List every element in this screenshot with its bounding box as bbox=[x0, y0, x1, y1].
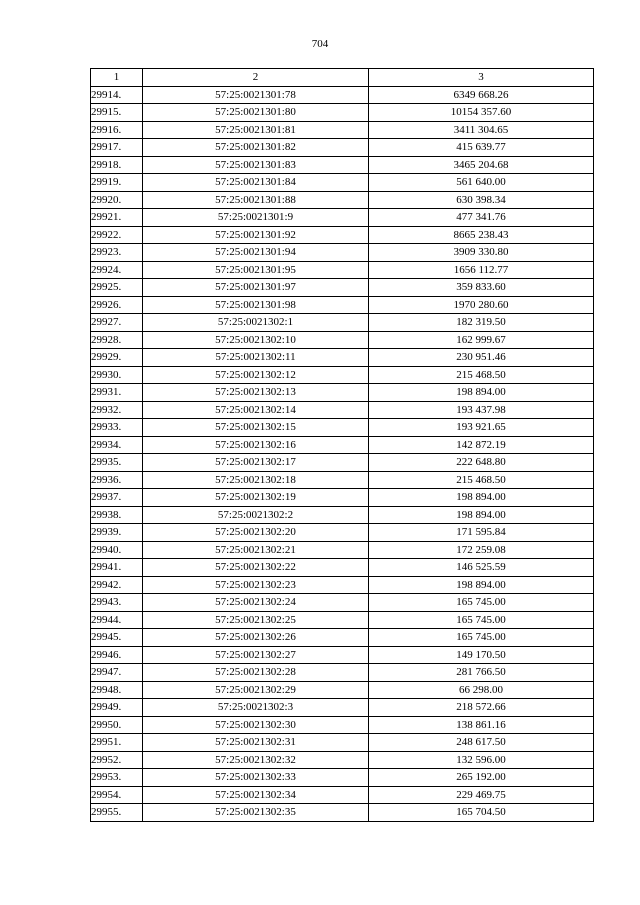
table-row bbox=[91, 664, 594, 682]
cadastral-number-cell: 57:25:0021301:83 bbox=[143, 156, 369, 174]
header-row bbox=[91, 69, 594, 87]
value-cell: 477 341.76 bbox=[369, 209, 594, 227]
cadastral-number-cell: 57:25:0021302:26 bbox=[143, 629, 369, 647]
cadastral-number-cell: 57:25:0021301:80 bbox=[143, 104, 369, 122]
row-number-cell: 29921. bbox=[91, 209, 143, 227]
table-row bbox=[91, 331, 594, 349]
table-row bbox=[91, 296, 594, 314]
cadastral-number-cell: 57:25:0021302:31 bbox=[143, 734, 369, 752]
row-number-cell: 29937. bbox=[91, 489, 143, 507]
row-number-cell: 29945. bbox=[91, 629, 143, 647]
value-cell: 1970 280.60 bbox=[369, 296, 594, 314]
value-cell: 229 469.75 bbox=[369, 786, 594, 804]
table-row bbox=[91, 384, 594, 402]
value-cell: 165 745.00 bbox=[369, 611, 594, 629]
value-cell: 182 319.50 bbox=[369, 314, 594, 332]
value-cell: 142 872.19 bbox=[369, 436, 594, 454]
cadastral-number-cell: 57:25:0021302:19 bbox=[143, 489, 369, 507]
table-row bbox=[91, 279, 594, 297]
cadastral-number-cell: 57:25:0021301:84 bbox=[143, 174, 369, 192]
value-cell: 215 468.50 bbox=[369, 366, 594, 384]
cadastral-number-cell: 57:25:0021302:35 bbox=[143, 804, 369, 822]
cadastral-number-cell: 57:25:0021302:27 bbox=[143, 646, 369, 664]
table-row bbox=[91, 734, 594, 752]
row-number-cell: 29919. bbox=[91, 174, 143, 192]
table-row bbox=[91, 559, 594, 577]
table-row bbox=[91, 436, 594, 454]
row-number-cell: 29930. bbox=[91, 366, 143, 384]
table-row bbox=[91, 506, 594, 524]
cadastral-number-cell: 57:25:0021301:94 bbox=[143, 244, 369, 262]
row-number-cell: 29925. bbox=[91, 279, 143, 297]
value-cell: 561 640.00 bbox=[369, 174, 594, 192]
cadastral-number-cell: 57:25:0021302:15 bbox=[143, 419, 369, 437]
cadastral-number-cell: 57:25:0021302:22 bbox=[143, 559, 369, 577]
value-cell: 165 704.50 bbox=[369, 804, 594, 822]
value-cell: 198 894.00 bbox=[369, 576, 594, 594]
value-cell: 172 259.08 bbox=[369, 541, 594, 559]
value-cell: 193 437.98 bbox=[369, 401, 594, 419]
row-number-cell: 29935. bbox=[91, 454, 143, 472]
cadastral-number-cell: 57:25:0021301:97 bbox=[143, 279, 369, 297]
value-cell: 3909 330.80 bbox=[369, 244, 594, 262]
table-row bbox=[91, 594, 594, 612]
value-cell: 248 617.50 bbox=[369, 734, 594, 752]
table-row bbox=[91, 174, 594, 192]
row-number-cell: 29924. bbox=[91, 261, 143, 279]
cadastral-number-cell: 57:25:0021302:3 bbox=[143, 699, 369, 717]
value-cell: 132 596.00 bbox=[369, 751, 594, 769]
row-number-cell: 29954. bbox=[91, 786, 143, 804]
table-row bbox=[91, 699, 594, 717]
row-number-cell: 29953. bbox=[91, 769, 143, 787]
table-row bbox=[91, 646, 594, 664]
value-cell: 146 525.59 bbox=[369, 559, 594, 577]
table-row bbox=[91, 804, 594, 822]
table-row bbox=[91, 786, 594, 804]
cadastral-number-cell: 57:25:0021302:20 bbox=[143, 524, 369, 542]
table-row bbox=[91, 261, 594, 279]
table-row bbox=[91, 751, 594, 769]
value-cell: 215 468.50 bbox=[369, 471, 594, 489]
cadastral-number-cell: 57:25:0021302:17 bbox=[143, 454, 369, 472]
value-cell: 198 894.00 bbox=[369, 384, 594, 402]
cadastral-number-cell: 57:25:0021302:2 bbox=[143, 506, 369, 524]
value-cell: 198 894.00 bbox=[369, 489, 594, 507]
table-row bbox=[91, 576, 594, 594]
table-row bbox=[91, 541, 594, 559]
table-row bbox=[91, 349, 594, 367]
table-row bbox=[91, 209, 594, 227]
value-cell: 162 999.67 bbox=[369, 331, 594, 349]
cadastral-number-cell: 57:25:0021302:13 bbox=[143, 384, 369, 402]
value-cell: 198 894.00 bbox=[369, 506, 594, 524]
table-row bbox=[91, 489, 594, 507]
cadastral-number-cell: 57:25:0021302:23 bbox=[143, 576, 369, 594]
cadastral-number-cell: 57:25:0021302:16 bbox=[143, 436, 369, 454]
row-number-cell: 29931. bbox=[91, 384, 143, 402]
row-number-cell: 29941. bbox=[91, 559, 143, 577]
cadastral-number-cell: 57:25:0021302:30 bbox=[143, 716, 369, 734]
row-number-cell: 29949. bbox=[91, 699, 143, 717]
cadastral-number-cell: 57:25:0021302:10 bbox=[143, 331, 369, 349]
value-cell: 165 745.00 bbox=[369, 629, 594, 647]
value-cell: 218 572.66 bbox=[369, 699, 594, 717]
table-row bbox=[91, 366, 594, 384]
table-body bbox=[91, 86, 594, 821]
table-row bbox=[91, 226, 594, 244]
cadastral-number-cell: 57:25:0021302:11 bbox=[143, 349, 369, 367]
column-header-cadastral-number: 2 bbox=[143, 69, 369, 87]
cadastral-number-cell: 57:25:0021302:28 bbox=[143, 664, 369, 682]
table-row bbox=[91, 769, 594, 787]
row-number-cell: 29922. bbox=[91, 226, 143, 244]
table-row bbox=[91, 629, 594, 647]
cadastral-number-cell: 57:25:0021301:95 bbox=[143, 261, 369, 279]
cadastral-number-cell: 57:25:0021302:14 bbox=[143, 401, 369, 419]
cadastral-number-cell: 57:25:0021302:33 bbox=[143, 769, 369, 787]
value-cell: 193 921.65 bbox=[369, 419, 594, 437]
table-row bbox=[91, 244, 594, 262]
cadastral-value-table bbox=[90, 68, 594, 822]
cadastral-number-cell: 57:25:0021302:18 bbox=[143, 471, 369, 489]
table-row bbox=[91, 611, 594, 629]
row-number-cell: 29943. bbox=[91, 594, 143, 612]
table-row bbox=[91, 314, 594, 332]
table-row bbox=[91, 401, 594, 419]
row-number-cell: 29942. bbox=[91, 576, 143, 594]
row-number-cell: 29946. bbox=[91, 646, 143, 664]
cadastral-number-cell: 57:25:0021302:32 bbox=[143, 751, 369, 769]
cadastral-number-cell: 57:25:0021302:25 bbox=[143, 611, 369, 629]
value-cell: 359 833.60 bbox=[369, 279, 594, 297]
value-cell: 171 595.84 bbox=[369, 524, 594, 542]
table-header bbox=[91, 69, 594, 87]
table-row bbox=[91, 471, 594, 489]
row-number-cell: 29951. bbox=[91, 734, 143, 752]
value-cell: 265 192.00 bbox=[369, 769, 594, 787]
row-number-cell: 29927. bbox=[91, 314, 143, 332]
value-cell: 630 398.34 bbox=[369, 191, 594, 209]
row-number-cell: 29917. bbox=[91, 139, 143, 157]
row-number-cell: 29929. bbox=[91, 349, 143, 367]
value-cell: 222 648.80 bbox=[369, 454, 594, 472]
table-row bbox=[91, 524, 594, 542]
value-cell: 3465 204.68 bbox=[369, 156, 594, 174]
cadastral-number-cell: 57:25:0021301:82 bbox=[143, 139, 369, 157]
value-cell: 10154 357.60 bbox=[369, 104, 594, 122]
table-row bbox=[91, 716, 594, 734]
value-cell: 149 170.50 bbox=[369, 646, 594, 664]
table-row bbox=[91, 191, 594, 209]
row-number-cell: 29944. bbox=[91, 611, 143, 629]
value-cell: 281 766.50 bbox=[369, 664, 594, 682]
row-number-cell: 29939. bbox=[91, 524, 143, 542]
cadastral-number-cell: 57:25:0021301:9 bbox=[143, 209, 369, 227]
page-number: 704 bbox=[311, 38, 329, 50]
table-row bbox=[91, 139, 594, 157]
value-cell: 230 951.46 bbox=[369, 349, 594, 367]
value-cell: 415 639.77 bbox=[369, 139, 594, 157]
row-number-cell: 29934. bbox=[91, 436, 143, 454]
cadastral-number-cell: 57:25:0021302:21 bbox=[143, 541, 369, 559]
cadastral-number-cell: 57:25:0021301:92 bbox=[143, 226, 369, 244]
row-number-cell: 29955. bbox=[91, 804, 143, 822]
cadastral-number-cell: 57:25:0021301:98 bbox=[143, 296, 369, 314]
value-cell: 3411 304.65 bbox=[369, 121, 594, 139]
row-number-cell: 29947. bbox=[91, 664, 143, 682]
cadastral-number-cell: 57:25:0021302:24 bbox=[143, 594, 369, 612]
cadastral-number-cell: 57:25:0021302:34 bbox=[143, 786, 369, 804]
column-header-value: 3 bbox=[369, 69, 594, 87]
row-number-cell: 29938. bbox=[91, 506, 143, 524]
row-number-cell: 29950. bbox=[91, 716, 143, 734]
table-row bbox=[91, 454, 594, 472]
row-number-cell: 29915. bbox=[91, 104, 143, 122]
row-number-cell: 29923. bbox=[91, 244, 143, 262]
table-row bbox=[91, 156, 594, 174]
value-cell: 138 861.16 bbox=[369, 716, 594, 734]
row-number-cell: 29952. bbox=[91, 751, 143, 769]
table-row bbox=[91, 86, 594, 104]
table-row bbox=[91, 681, 594, 699]
row-number-cell: 29936. bbox=[91, 471, 143, 489]
value-cell: 1656 112.77 bbox=[369, 261, 594, 279]
row-number-cell: 29932. bbox=[91, 401, 143, 419]
cadastral-number-cell: 57:25:0021302:29 bbox=[143, 681, 369, 699]
value-cell: 6349 668.26 bbox=[369, 86, 594, 104]
cadastral-number-cell: 57:25:0021301:81 bbox=[143, 121, 369, 139]
column-header-number: 1 bbox=[91, 69, 143, 87]
value-cell: 165 745.00 bbox=[369, 594, 594, 612]
value-cell: 8665 238.43 bbox=[369, 226, 594, 244]
table-row bbox=[91, 419, 594, 437]
value-cell: 66 298.00 bbox=[369, 681, 594, 699]
table-row bbox=[91, 121, 594, 139]
row-number-cell: 29920. bbox=[91, 191, 143, 209]
row-number-cell: 29933. bbox=[91, 419, 143, 437]
row-number-cell: 29916. bbox=[91, 121, 143, 139]
cadastral-number-cell: 57:25:0021302:1 bbox=[143, 314, 369, 332]
cadastral-number-cell: 57:25:0021301:78 bbox=[143, 86, 369, 104]
row-number-cell: 29940. bbox=[91, 541, 143, 559]
row-number-cell: 29926. bbox=[91, 296, 143, 314]
row-number-cell: 29914. bbox=[91, 86, 143, 104]
row-number-cell: 29928. bbox=[91, 331, 143, 349]
row-number-cell: 29918. bbox=[91, 156, 143, 174]
cadastral-number-cell: 57:25:0021302:12 bbox=[143, 366, 369, 384]
row-number-cell: 29948. bbox=[91, 681, 143, 699]
cadastral-number-cell: 57:25:0021301:88 bbox=[143, 191, 369, 209]
table-row bbox=[91, 104, 594, 122]
